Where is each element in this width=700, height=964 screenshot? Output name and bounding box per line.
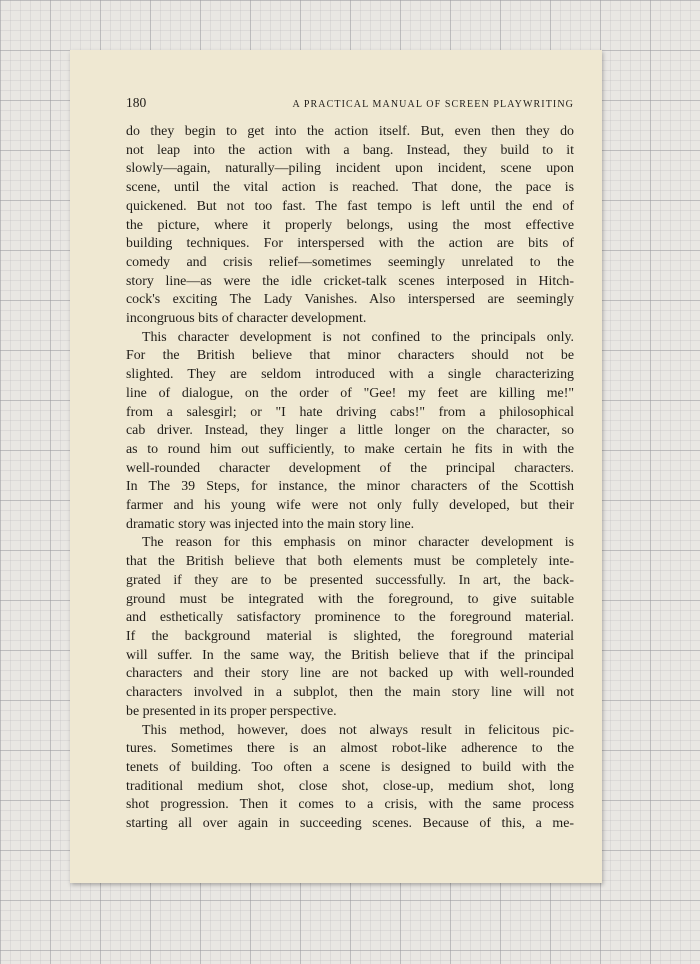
text-line: This character development is not confined to the principals only. (142, 329, 574, 345)
text-line: quickened. But not too fast. The fast tempo is left until the end of (126, 198, 574, 214)
text-line: shot progression. Then it comes to a crisis, with the same process (126, 797, 574, 813)
text-line: characters involved in a subplot, then the main story line will not (126, 685, 574, 701)
text-line: characters and their story line are not backed up with well-rounded (126, 666, 574, 682)
text-line: as to round him out sufficiently, to make certain he fits in with the (126, 441, 574, 457)
book-page (70, 50, 602, 883)
text-line: This method, however, does not always result in felicitous pic- (142, 722, 574, 738)
text-line: grated if they are to be presented successfully. In art, the back- (126, 572, 574, 588)
paragraph-2 (126, 329, 574, 535)
text-line: ground must be integrated with the foreground, to give suitable (126, 591, 574, 607)
text-line: slowly—again, naturally—piling incident upon incident, scene upon (126, 161, 574, 177)
text-line: incongruous bits of character development. (126, 311, 367, 327)
paragraph-4 (126, 722, 574, 834)
text-line: farmer and his young wife were not only fully developed, but their (126, 498, 574, 514)
paragraph-3 (126, 534, 574, 721)
text-line: If the background material is slighted, the foreground material (126, 628, 574, 644)
text-line: do they begin to get into the action itself. But, even then they do (126, 124, 574, 139)
text-line: cab driver. Instead, they linger a little longer on the character, so (126, 423, 574, 439)
text-line: tenets of building. Too often a scene is designed to build with the (126, 759, 574, 775)
text-line: line of dialogue, on the order of "Gee! my feet are killing me!" (126, 385, 574, 401)
text-line: traditional medium shot, close shot, close-up, medium shot, long (126, 778, 574, 794)
text-line: comedy and crisis relief—sometimes seemingly unrelated to the (126, 254, 574, 270)
text-line: that the British believe that both elements must be completely inte- (126, 554, 574, 570)
text-line: tures. Sometimes there is an almost robot-like adherence to the (126, 741, 574, 757)
text-line: starting all over again in succeeding scenes. Because of this, a me- (126, 816, 574, 832)
paragraph-1 (126, 123, 574, 329)
text-line: from a salesgirl; or "I hate driving cabs!" from a philosophical (126, 404, 574, 420)
text-line: scene, until the vital action is reached. That done, the pace is (126, 180, 574, 196)
text-line: In The 39 Steps, for instance, the minor characters of the Scottish (126, 479, 574, 495)
text-line: building techniques. For interspersed with the action are bits of (126, 236, 574, 252)
text-line: For the British believe that minor characters should not be (126, 348, 574, 364)
running-title: A PRACTICAL MANUAL OF SCREEN PLAYWRITING (292, 99, 574, 110)
text-line: not leap into the action with a bang. Instead, they build to it (126, 142, 574, 158)
text-line: dramatic story was injected into the main story line. (126, 516, 415, 532)
text-line: story line—as were the idle cricket-talk scenes interposed in Hitch- (126, 273, 574, 289)
text-line: and esthetically satisfactory prominence to the foreground material. (126, 610, 574, 626)
text-line: slighted. They are seldom introduced with a single characterizing (126, 367, 574, 383)
text-line: well-rounded character development of the principal characters. (126, 460, 574, 476)
page-header (126, 95, 574, 113)
text-line: will suffer. In the same way, the British believe that if the principal (126, 647, 574, 663)
text-line: be presented in its proper perspective. (126, 703, 337, 719)
page-number: 180 (126, 95, 147, 110)
body-text (126, 123, 574, 834)
text-line: the picture, where it properly belongs, using the most effective (126, 217, 574, 233)
text-line: cock's exciting The Lady Vanishes. Also interspersed are seemingly (126, 292, 574, 308)
text-line: The reason for this emphasis on minor character development is (142, 535, 574, 551)
